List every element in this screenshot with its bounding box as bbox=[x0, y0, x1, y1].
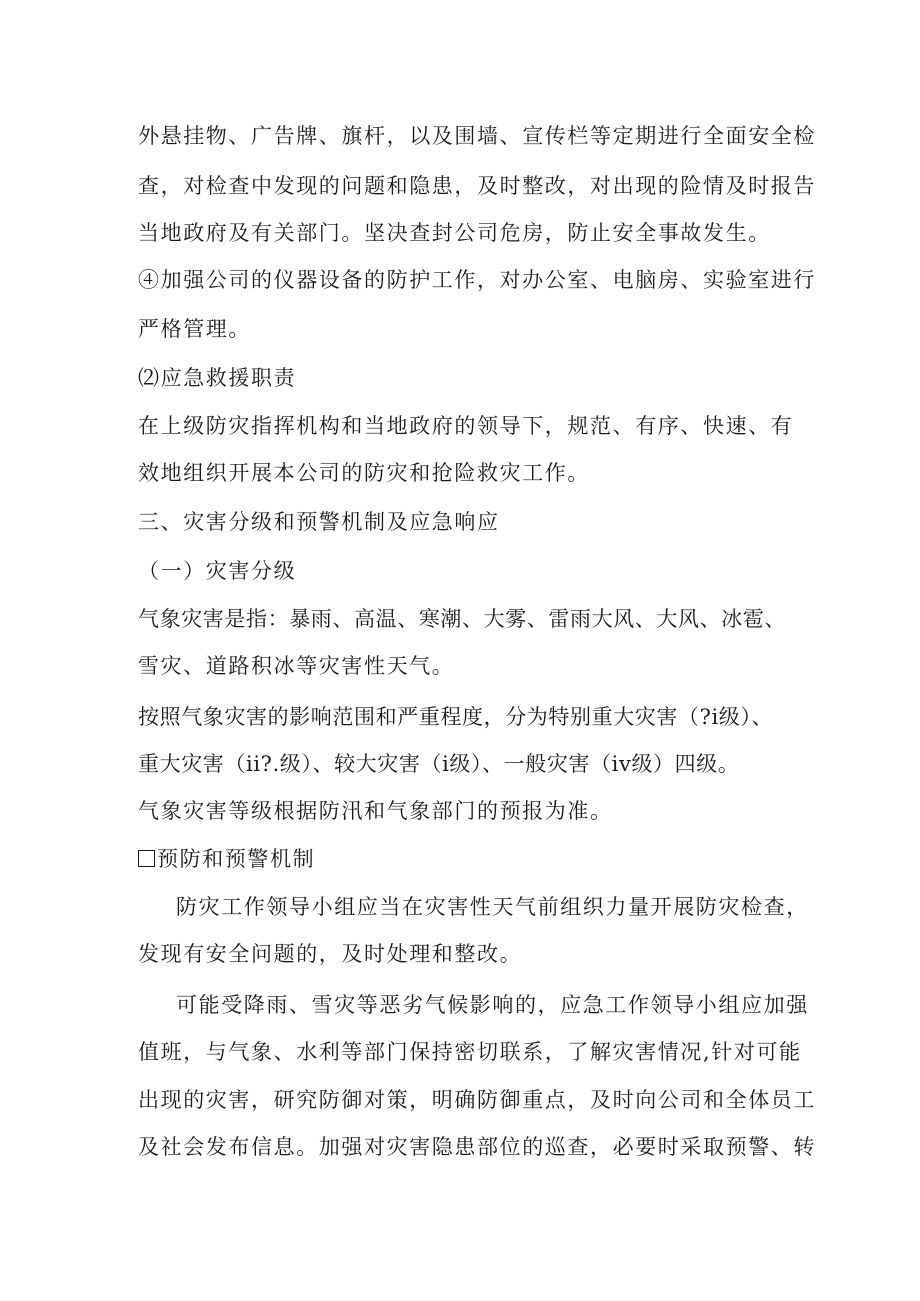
text-line-22: 及社会发布信息。加强对灾害隐患部位的巡查，必要时采取预警、转 bbox=[138, 1135, 816, 1159]
text-line-15: 气象灾害等级根据防汛和气象部门的预报为准。 bbox=[138, 799, 613, 823]
text-line-5: 严格管理。 bbox=[138, 317, 251, 341]
text-line-19: 可能受降雨、雪灾等恶劣气候影响的，应急工作领导小组应加强 bbox=[176, 993, 809, 1017]
subsection-heading-disaster-levels: （一）灾害分级 bbox=[138, 559, 297, 583]
text-line-8: 效地组织开展本公司的防灾和抢险救灾工作。 bbox=[138, 461, 590, 485]
text-line-13: 按照气象灾害的影响范围和严重程度，分为特别重大灾害（?i级）、 bbox=[138, 705, 774, 729]
section-heading-emergency-rescue: ⑵应急救援职责 bbox=[138, 366, 297, 390]
text-line-18: 发现有安全问题的，及时处理和整改。 bbox=[138, 942, 523, 966]
subsection-heading-prevention-warning bbox=[138, 845, 315, 873]
text-line-17: 防灾工作领导小组应当在灾害性天气前组织力量开展防灾检查， bbox=[176, 895, 809, 919]
text-line-14: 重大灾害（ii?.级）、较大灾害（i级）、一般灾害（iv级）四级。 bbox=[138, 752, 740, 776]
section-heading-disaster-classification: 三、灾害分级和预警机制及应急响应 bbox=[138, 510, 500, 534]
text-line-20: 值班，与气象、水利等部门保持密切联系，了解灾害情况,针对可能 bbox=[138, 1040, 802, 1064]
text-line-4: ④加强公司的仪器设备的防护工作，对办公室、电脑房、实验室进行 bbox=[138, 268, 816, 292]
checkbox-square-icon bbox=[138, 850, 155, 867]
text-line-2: 查，对检查中发现的问题和隐患，及时整改，对出现的险情及时报告 bbox=[138, 174, 816, 198]
text-line-7: 在上级防灾指挥机构和当地政府的领导下，规范、有序、快速、有 bbox=[138, 414, 794, 438]
text-line-1: 外悬挂物、广告牌、旗杆，以及围墙、宣传栏等定期进行全面安全检 bbox=[138, 124, 816, 148]
text-line-11: 气象灾害是指：暴雨、高温、寒潮、大雾、雷雨大风、大风、冰雹、 bbox=[138, 607, 786, 631]
text-line-21: 出现的灾害，研究防御对策，明确防御重点，及时向公司和全体员工 bbox=[138, 1088, 816, 1112]
text-line-3: 当地政府及有关部门。坚决查封公司危房，防止安全事故发生。 bbox=[138, 221, 771, 245]
heading-text: 预防和预警机制 bbox=[157, 847, 316, 871]
text-line-12: 雪灾、道路积冰等灾害性天气。 bbox=[138, 654, 455, 678]
